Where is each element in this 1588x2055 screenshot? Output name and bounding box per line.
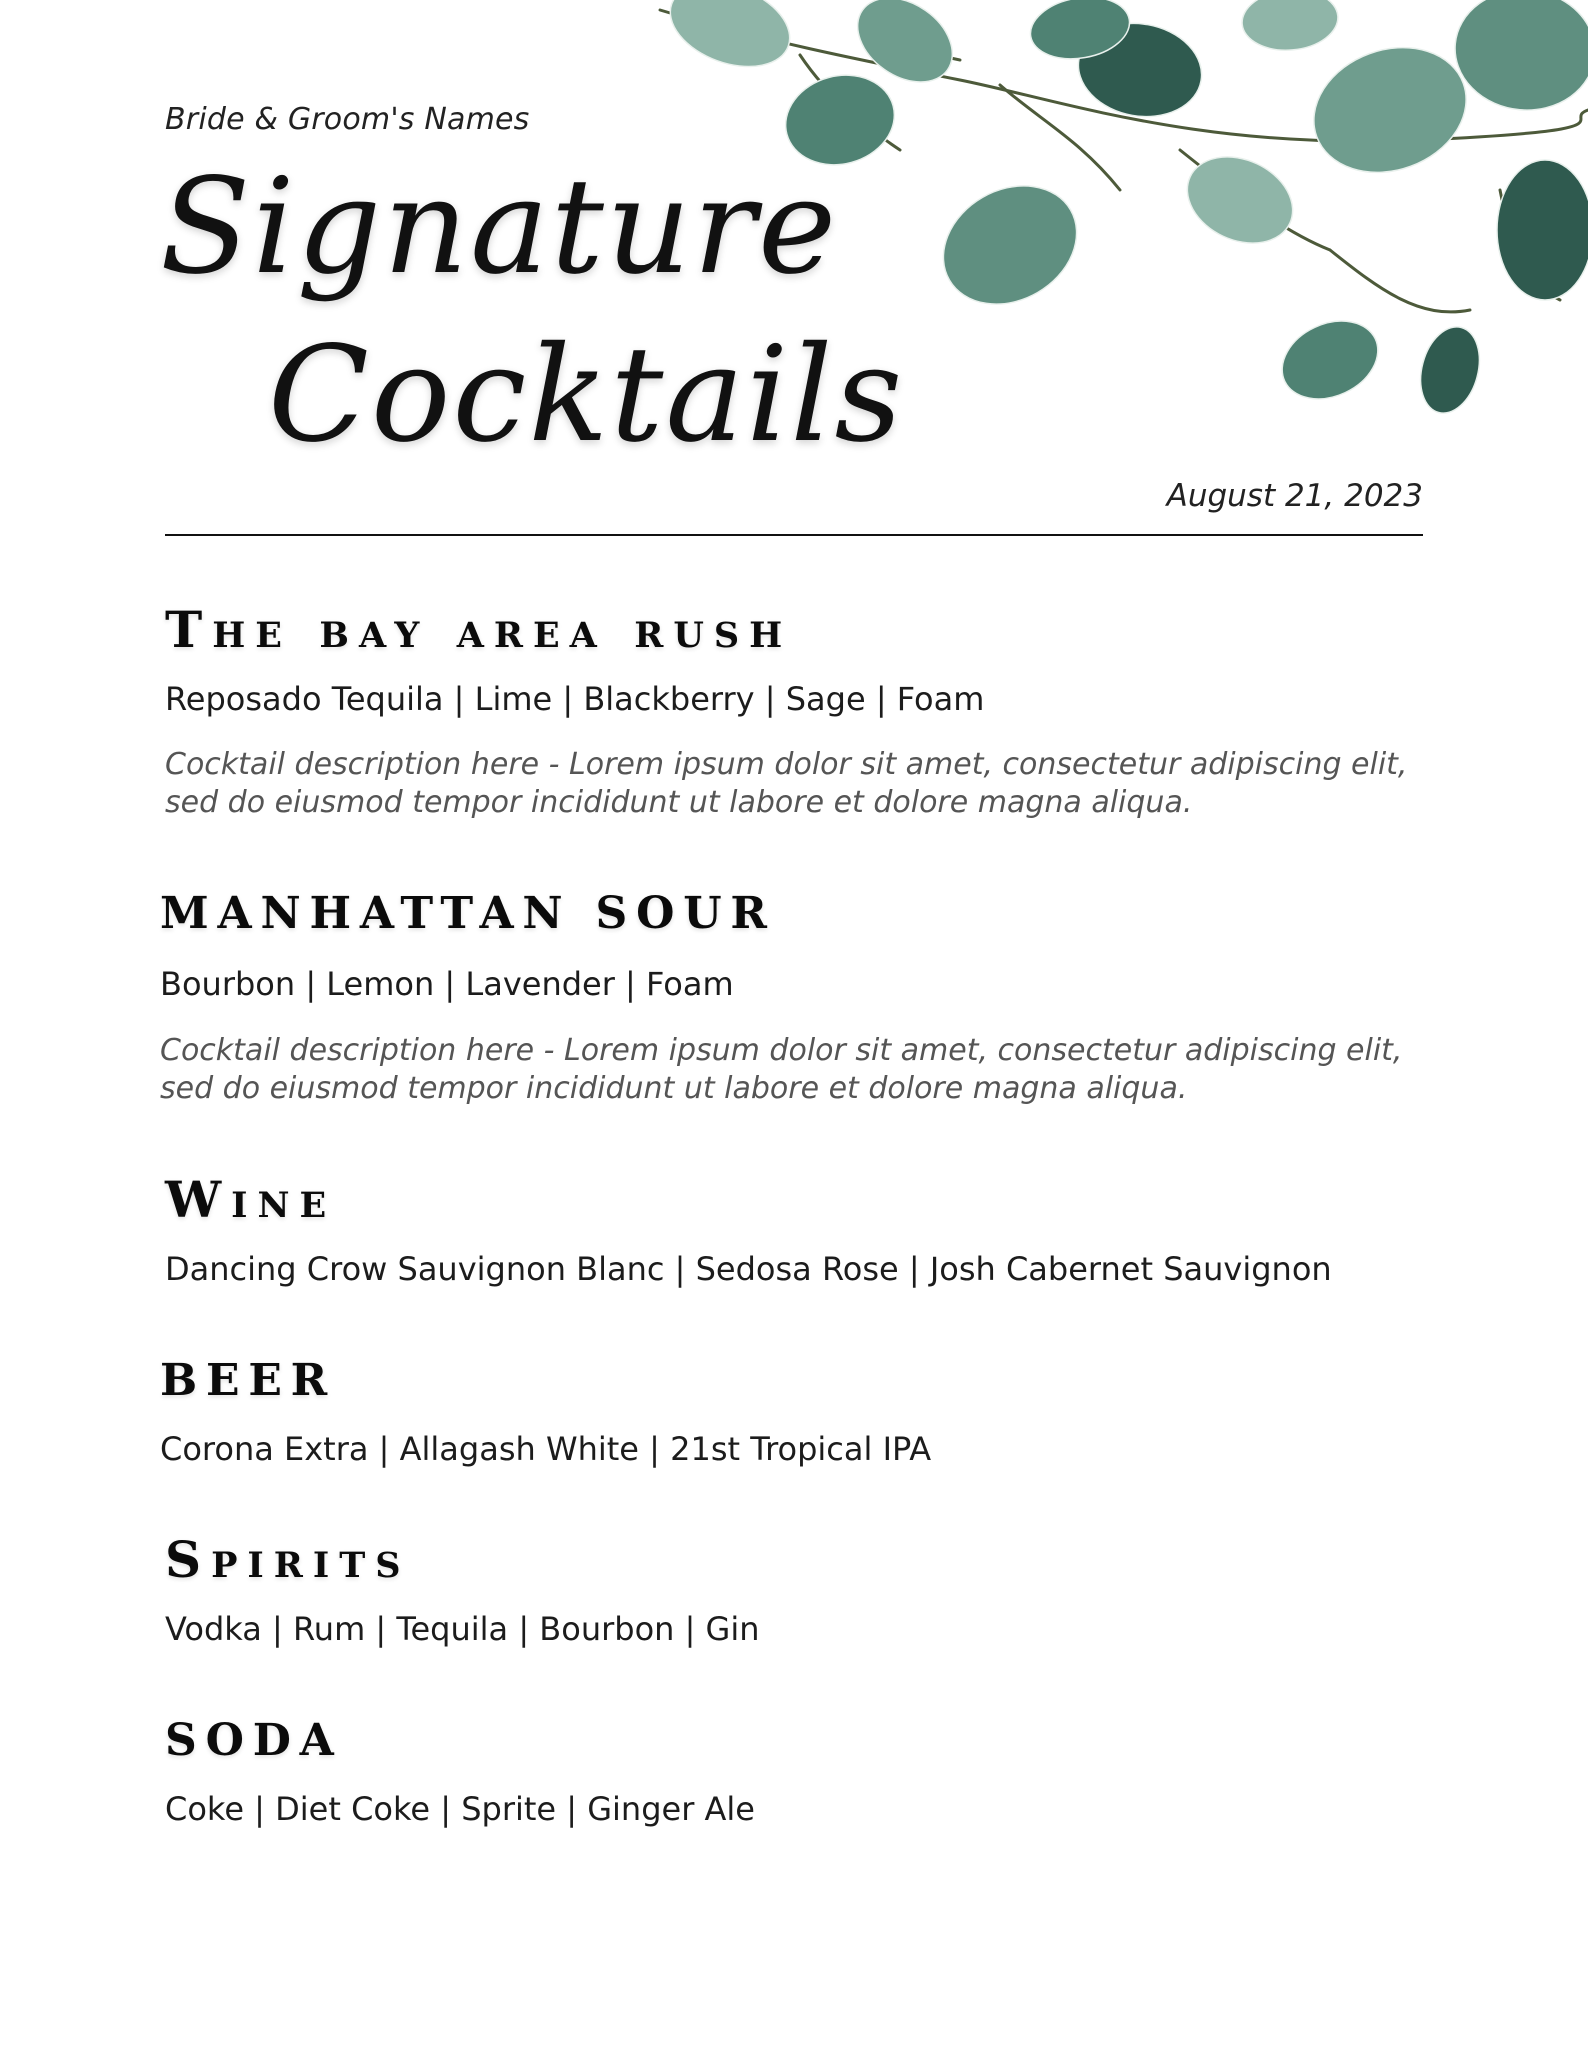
section-title-soda: SODA [165, 1715, 343, 1766]
section-description-bay-area-rush: Cocktail description here - Lorem ipsum dolor sit amet, consectetur adipiscing elit, sed do eiusmod tempor incididunt ut labore et dolore magna aliqua. [165, 747, 1408, 820]
section-items-bay-area-rush: Reposado Tequila | Lime | Blackberry | Sage | Foam [165, 680, 985, 718]
event-date: August 21, 2023 [1166, 478, 1423, 514]
section-items-manhattan-sour: Bourbon | Lemon | Lavender | Foam [160, 965, 734, 1003]
title-line-signature: Signature [160, 150, 839, 304]
section-items-wine: Dancing Crow Sauvignon Blanc | Sedosa Rose | Josh Cabernet Sauvignon [165, 1250, 1332, 1288]
section-title-wine: Wine [165, 1170, 337, 1229]
couple-names: Bride & Groom's Names [165, 102, 530, 137]
section-title-manhattan-sour: MANHATTAN SOUR [160, 888, 776, 939]
section-items-spirits: Vodka | Rum | Tequila | Bourbon | Gin [165, 1610, 760, 1648]
section-items-beer: Corona Extra | Allagash White | 21st Tropical IPA [160, 1430, 932, 1468]
section-description-manhattan-sour: Cocktail description here - Lorem ipsum dolor sit amet, consectetur adipiscing elit, sed do eiusmod tempor incididunt ut labore et dolore magna aliqua. [160, 1033, 1403, 1106]
section-title-spirits: Spirits [165, 1530, 411, 1589]
header-divider [165, 534, 1423, 536]
title-line-cocktails: Cocktails [268, 318, 905, 472]
section-items-soda: Coke | Diet Coke | Sprite | Ginger Ale [165, 1790, 755, 1828]
section-title-beer: BEER [160, 1355, 337, 1406]
section-title-bay-area-rush: The bay area rush [165, 600, 793, 659]
